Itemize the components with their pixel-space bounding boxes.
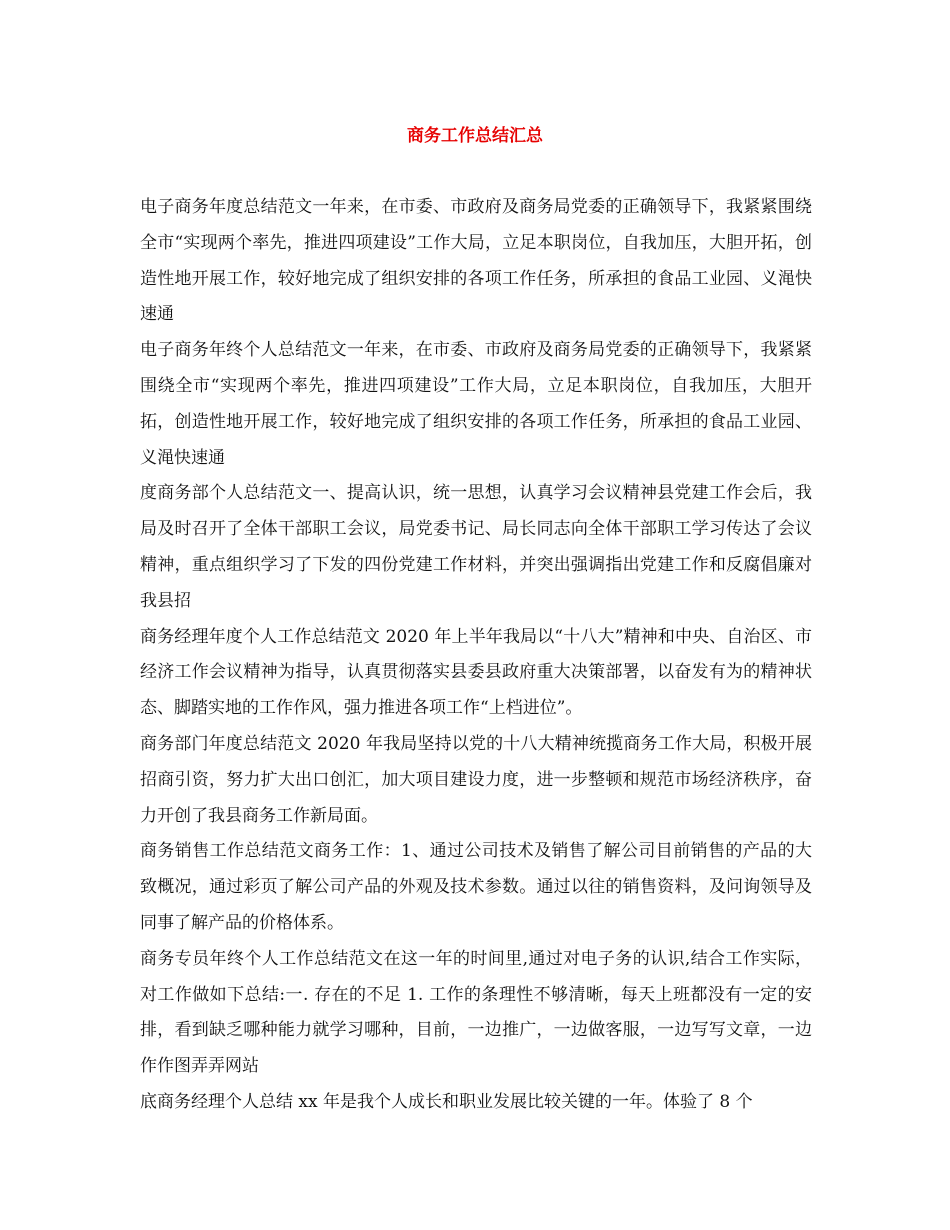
paragraph-7: 商务专员年终个人工作总结范文在这一年的时间里,通过对电子务的认识,结合工作实际，对工作做如下总结:一. 存在的不足 1. 工作的条理性不够清晰，每天上班都没有一定的安排，看到缺乏哪种能力就学习哪种，目前，一边推广，一边做客服，一边写写文章，一边作作图弄弄网站: [140, 948, 812, 1077]
paragraph-2: 电子商务年终个人总结范文一年来，在市委、市政府及商务局党委的正确领导下，我紧紧围绕全市“实现两个率先，推进四项建设”工作大局，立足本职岗位，自我加压，大胆开拓，创造性地开展工作，较好地完成了组织安排的各项工作任务，所承担的食品工业园、义渑快速通: [140, 340, 812, 468]
paragraph-5: 商务部门年度总结范文 2020 年我局坚持以党的十八大精神统揽商务工作大局，积极开展招商引资，努力扩大出口创汇，加大项目建设力度，进一步整顿和规范市场经济秩序，奋力开创了我县商务工作新局面。: [140, 733, 812, 826]
document-title: 商务工作总结汇总: [407, 126, 543, 146]
paragraph-8: 底商务经理个人总结 xx 年是我个人成长和职业发展比较关键的一年。体验了 8 个: [140, 1091, 753, 1112]
paragraph-4: 商务经理年度个人工作总结范文 2020 年上半年我局以“十八大”精神和中央、自治区、市经济工作会议精神为指导，认真贯彻落实县委县政府重大决策部署，以奋发有为的精神状态、脚踏实地的工作作风，强力推进各项工作“上档进位”。: [140, 626, 812, 719]
document-body: [140, 190, 812, 1121]
paragraph-6: 商务销售工作总结范文商务工作：1、通过公司技术及销售了解公司目前销售的产品的大致概况，通过彩页了解公司产品的外观及技术参数。通过以往的销售资料，及问询领导及同事了解产品的价格体系。: [140, 841, 812, 933]
paragraph-1: 电子商务年度总结范文一年来，在市委、市政府及商务局党委的正确领导下，我紧紧围绕全市“实现两个率先，推进四项建设”工作大局，立足本职岗位，自我加压，大胆开拓，创造性地开展工作，较好地完成了组织安排的各项工作任务，所承担的食品工业园、义渑快速通: [140, 197, 812, 325]
paragraph-3: 度商务部个人总结范文一、提高认识，统一思想，认真学习会议精神县党建工作会后，我局及时召开了全体干部职工会议，局党委书记、局长同志向全体干部职工学习传达了会议精神，重点组织学习了下发的四份党建工作材料，并突出强调指出党建工作和反腐倡廉对我县招: [140, 483, 812, 611]
